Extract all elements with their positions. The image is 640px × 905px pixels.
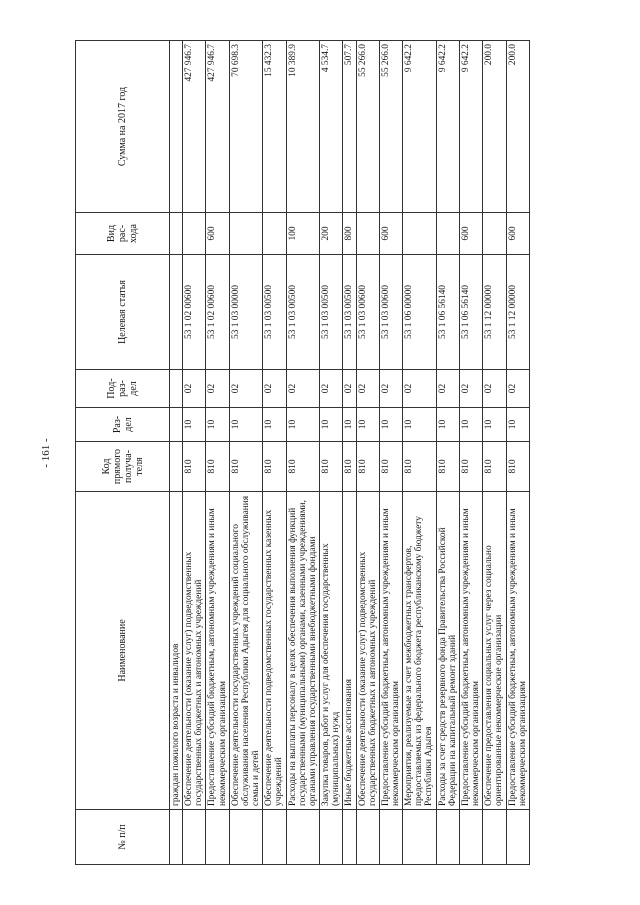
- table-row: [459, 41, 482, 865]
- cell-section: 10: [320, 408, 343, 442]
- page-number: - 161 -: [40, 438, 52, 468]
- cell-target: 53 1 03 00500: [286, 255, 319, 370]
- cell-target: 53 1 02 00600: [206, 255, 229, 370]
- cell-subsection: 02: [343, 370, 356, 408]
- cell-amount: 427 946.7: [183, 41, 206, 213]
- cell-num: [320, 810, 343, 865]
- cell-code: 810: [263, 442, 286, 492]
- cell-expense-type: 200: [320, 213, 343, 255]
- cell-amount: 4 534.7: [320, 41, 343, 213]
- cell-target: 53 1 12 00000: [483, 255, 506, 370]
- cell-target: 53 1 03 00600: [379, 255, 402, 370]
- cell-expense-type: 600: [506, 213, 529, 255]
- cell-code: 810: [286, 442, 319, 492]
- cell-num: [436, 810, 459, 865]
- cell-target: 53 1 03 00600: [356, 255, 379, 370]
- cell-code: 810: [229, 442, 262, 492]
- cell-name: Закупка товаров, работ и услуг для обеспечения государственных (муниципальных) нужд: [320, 492, 343, 810]
- cell-num: [483, 810, 506, 865]
- table-row: [183, 41, 206, 865]
- table-row: [343, 41, 356, 865]
- cell-amount: 9 642.2: [436, 41, 459, 213]
- cell-code: 810: [459, 442, 482, 492]
- cell-amount: 55 266.0: [379, 41, 402, 213]
- cell-amount: 200.0: [506, 41, 529, 213]
- cell-section: 10: [436, 408, 459, 442]
- header-recipient-code: Код прямого получа-теля: [76, 442, 170, 492]
- cell-num: [506, 810, 529, 865]
- table-body: [170, 41, 530, 865]
- cell-code: 810: [506, 442, 529, 492]
- cell-name: Предоставление субсидий бюджетным, автономным учреждениям и иным некоммерческим организациям: [459, 492, 482, 810]
- cell-section: 10: [343, 408, 356, 442]
- cell-subsection: 02: [286, 370, 319, 408]
- cell-expense-type: 600: [459, 213, 482, 255]
- cell-name: Обеспечение деятельности (оказание услуг) подведомственных государственных бюджетных и автономных учреждений: [183, 492, 206, 810]
- cell-expense-type: [263, 213, 286, 255]
- table-row: [506, 41, 529, 865]
- cell-section: 10: [459, 408, 482, 442]
- table-row: [229, 41, 262, 865]
- cell-section: 10: [263, 408, 286, 442]
- cell-expense-type: 800: [343, 213, 356, 255]
- cell-subsection: 02: [320, 370, 343, 408]
- cell-subsection: 02: [483, 370, 506, 408]
- cell-num: [183, 810, 206, 865]
- cell-code: 810: [403, 442, 436, 492]
- cell-target: 53 1 03 00500: [320, 255, 343, 370]
- cell-target: 53 1 06 00000: [403, 255, 436, 370]
- cell-num: [263, 810, 286, 865]
- cell-code: 810: [483, 442, 506, 492]
- table-row: [436, 41, 459, 865]
- cell-code: 810: [206, 442, 229, 492]
- cell-subsection: 02: [263, 370, 286, 408]
- cell-target: 53 1 03 00000: [229, 255, 262, 370]
- cell-num: [379, 810, 402, 865]
- header-amount: Сумма на 2017 год: [76, 41, 170, 213]
- cell-name: Предоставление субсидий бюджетным, автономным учреждениям и иным некоммерческим организациям: [506, 492, 529, 810]
- cell-section: 10: [286, 408, 319, 442]
- cell-num: [206, 810, 229, 865]
- cell-amount: 55 266.0: [356, 41, 379, 213]
- table-row: [403, 41, 436, 865]
- cell-num: [170, 810, 183, 865]
- cell-expense-type: [170, 213, 183, 255]
- cell-amount: 9 642.2: [459, 41, 482, 213]
- cell-subsection: 02: [506, 370, 529, 408]
- cell-name: граждан пожилого возраста и инвалидов: [170, 492, 183, 810]
- cell-num: [356, 810, 379, 865]
- cell-num: [459, 810, 482, 865]
- cell-subsection: 02: [459, 370, 482, 408]
- cell-subsection: 02: [356, 370, 379, 408]
- cell-num: [343, 810, 356, 865]
- table-header-row: [76, 41, 170, 865]
- cell-subsection: 02: [436, 370, 459, 408]
- cell-code: 810: [356, 442, 379, 492]
- cell-amount: 15 432.3: [263, 41, 286, 213]
- cell-section: 10: [183, 408, 206, 442]
- cell-name: Расходы на выплаты персоналу в целях обеспечения выполнения функций государственными (муниципальными) органами, казенными учреждениями, органами управления государственными внебюджетными фондами: [286, 492, 319, 810]
- cell-num: [286, 810, 319, 865]
- cell-name: Расходы за счет средств резервного фонда Правительства Российской Федерации на капитальный ремонт зданий: [436, 492, 459, 810]
- cell-name: Иные бюджетные ассигнования: [343, 492, 356, 810]
- header-target-article: Целевая статья: [76, 255, 170, 370]
- table-row: [379, 41, 402, 865]
- budget-table: [75, 40, 530, 865]
- cell-expense-type: 100: [286, 213, 319, 255]
- table-row: [320, 41, 343, 865]
- cell-section: 10: [506, 408, 529, 442]
- cell-target: 53 1 06 56140: [436, 255, 459, 370]
- cell-expense-type: 600: [379, 213, 402, 255]
- cell-subsection: 02: [206, 370, 229, 408]
- cell-section: 10: [206, 408, 229, 442]
- cell-expense-type: [356, 213, 379, 255]
- cell-expense-type: [403, 213, 436, 255]
- cell-expense-type: [183, 213, 206, 255]
- cell-code: 810: [183, 442, 206, 492]
- cell-name: Предоставление субсидий бюджетным, автономным учреждениям и иным некоммерческим организациям: [379, 492, 402, 810]
- header-num: № п/п: [76, 810, 170, 865]
- table-row: [206, 41, 229, 865]
- cell-code: 810: [436, 442, 459, 492]
- cell-subsection: 02: [183, 370, 206, 408]
- cell-name: Мероприятия, реализуемые за счет межбюджетных трансфертов, предоставляемых из федерального бюджета республиканскому бюджету Республики Адыгея: [403, 492, 436, 810]
- cell-subsection: 02: [379, 370, 402, 408]
- cell-code: 810: [320, 442, 343, 492]
- cell-name: Предоставление субсидий бюджетным, автономным учреждениям и иным некоммерческим организациям: [206, 492, 229, 810]
- cell-subsection: 02: [229, 370, 262, 408]
- cell-target: 53 1 03 00500: [263, 255, 286, 370]
- cell-target: 53 1 03 00500: [343, 255, 356, 370]
- header-expense-type: Вид рас-хода: [76, 213, 170, 255]
- table-row: [356, 41, 379, 865]
- cell-num: [403, 810, 436, 865]
- cell-target: 53 1 12 00000: [506, 255, 529, 370]
- cell-section: 10: [379, 408, 402, 442]
- cell-section: 10: [356, 408, 379, 442]
- cell-code: 810: [379, 442, 402, 492]
- table-row: [286, 41, 319, 865]
- rotated-page: [75, 41, 561, 865]
- cell-expense-type: [436, 213, 459, 255]
- cell-code: [170, 442, 183, 492]
- table-row: [263, 41, 286, 865]
- cell-amount: 10 389.9: [286, 41, 319, 213]
- cell-name: Обеспечение деятельности государственных учреждений социального обслуживания населения Республики Адыгея для социального обслуживания семьи и детей: [229, 492, 262, 810]
- cell-expense-type: [229, 213, 262, 255]
- cell-section: 10: [483, 408, 506, 442]
- cell-name: Обеспечение предоставления социальных услуг через социально ориентированные некоммерческие организации: [483, 492, 506, 810]
- cell-num: [229, 810, 262, 865]
- header-name: Наименование: [76, 492, 170, 810]
- cell-section: 10: [403, 408, 436, 442]
- cell-amount: 200.0: [483, 41, 506, 213]
- header-section: Раз-дел: [76, 408, 170, 442]
- cell-target: 53 1 06 56140: [459, 255, 482, 370]
- cell-amount: [170, 41, 183, 213]
- cell-target: 53 1 02 00600: [183, 255, 206, 370]
- cell-code: 810: [343, 442, 356, 492]
- cell-amount: 9 642.2: [403, 41, 436, 213]
- cell-amount: 427 946.7: [206, 41, 229, 213]
- cell-name: Обеспечение деятельности подведомственных государственных казенных учреждений: [263, 492, 286, 810]
- table-row: [483, 41, 506, 865]
- cell-section: [170, 408, 183, 442]
- cell-amount: 70 698.3: [229, 41, 262, 213]
- cell-name: Обеспечение деятельности (оказание услуг) подведомственных государственных бюджетных и автономных учреждений: [356, 492, 379, 810]
- cell-target: [170, 255, 183, 370]
- table-row: [170, 41, 183, 865]
- cell-section: 10: [229, 408, 262, 442]
- cell-subsection: 02: [403, 370, 436, 408]
- header-subsection: Под-раз-дел: [76, 370, 170, 408]
- cell-subsection: [170, 370, 183, 408]
- cell-expense-type: [483, 213, 506, 255]
- cell-amount: 507.7: [343, 41, 356, 213]
- cell-expense-type: 600: [206, 213, 229, 255]
